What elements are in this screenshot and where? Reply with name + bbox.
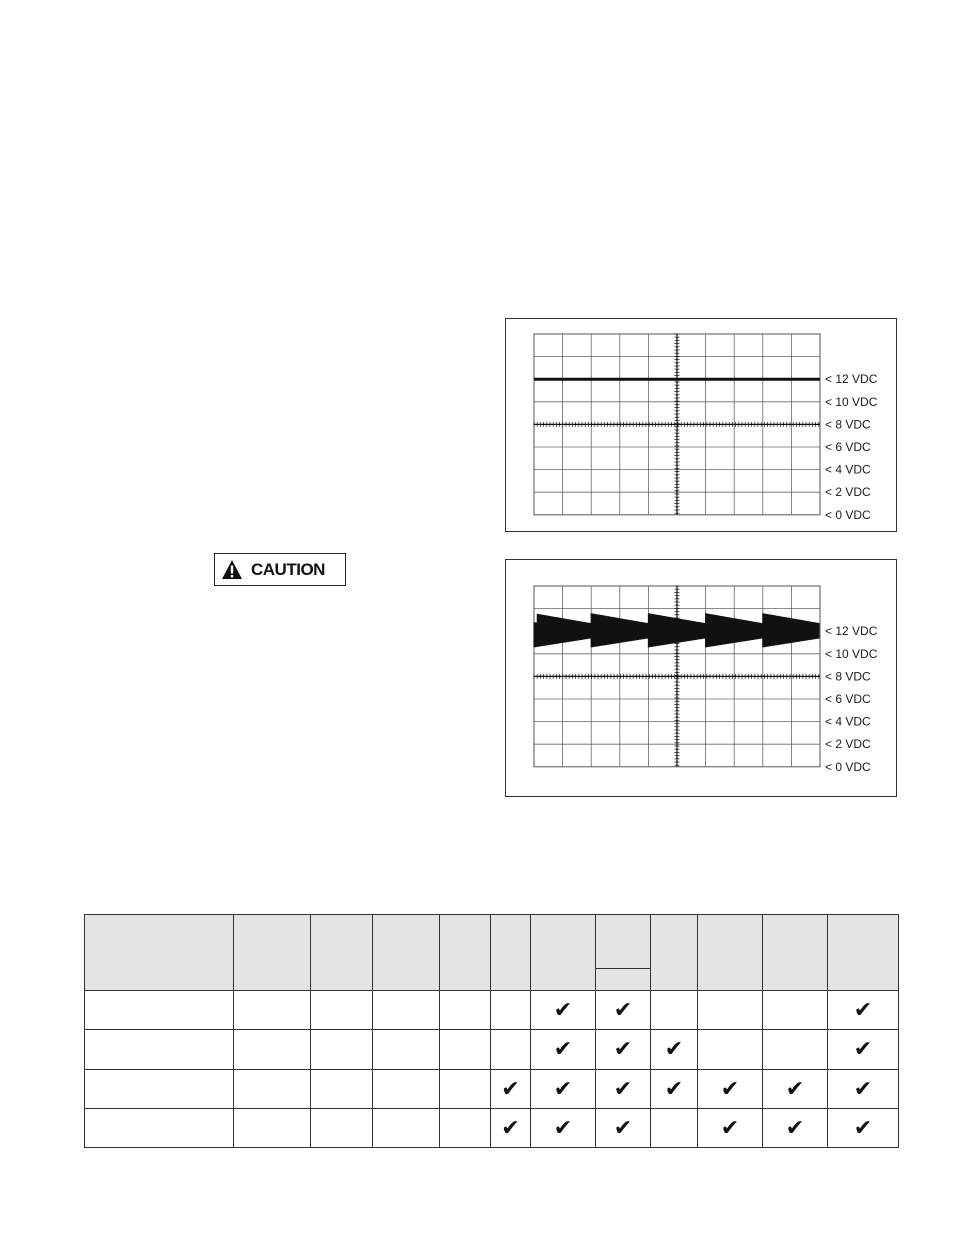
warning-triangle-icon <box>221 559 243 581</box>
oscilloscope-steady-signal <box>505 318 897 532</box>
table-cell <box>234 991 311 1030</box>
voltage-label: < 10 VDC <box>825 646 878 661</box>
table-cell-checked <box>763 1108 828 1147</box>
checkmark-icon: ✔ <box>501 1076 520 1102</box>
checkmark-icon: ✔ <box>720 1115 740 1141</box>
checkmark-icon: ✔ <box>613 1115 633 1141</box>
table-cell-checked <box>531 1030 596 1069</box>
scope1-grid <box>534 334 820 515</box>
checkmark-icon: ✔ <box>613 1037 633 1063</box>
table-cell <box>651 991 698 1030</box>
scope2-graph <box>506 560 896 796</box>
table-cell <box>311 1108 373 1147</box>
table-cell <box>440 991 491 1030</box>
table-cell-checked <box>698 1108 763 1147</box>
table-row <box>85 1069 899 1108</box>
table-body <box>85 991 899 1148</box>
table-row-label-cell <box>85 1069 234 1108</box>
checkmark-icon: ✔ <box>613 1076 633 1102</box>
checkmark-icon: ✔ <box>720 1076 740 1102</box>
checkmark-icon: ✔ <box>501 1115 520 1141</box>
scope2-voltage-labels <box>825 624 878 774</box>
voltage-label: < 6 VDC <box>825 692 871 706</box>
table-cell-checked <box>828 1108 899 1147</box>
compatibility-table <box>84 914 899 1148</box>
table-cell-checked <box>828 991 899 1030</box>
caution-badge <box>214 553 346 586</box>
checkmark-icon: ✔ <box>553 1076 573 1102</box>
table-cell-checked <box>596 991 651 1030</box>
table-header-cell <box>531 915 596 991</box>
table-header-subcell <box>596 969 651 991</box>
table-cell <box>234 1030 311 1069</box>
oscilloscope-ripple-signal <box>505 559 897 797</box>
table-cell-checked <box>531 991 596 1030</box>
checkmark-icon: ✔ <box>853 1076 873 1102</box>
checkmark-icon: ✔ <box>853 998 873 1024</box>
table-cell <box>311 1030 373 1069</box>
table-cell <box>311 991 373 1030</box>
voltage-label: < 4 VDC <box>825 714 871 729</box>
voltage-label: < 8 VDC <box>825 417 871 432</box>
checkmark-icon: ✔ <box>553 1115 573 1141</box>
table-cell-checked <box>828 1069 899 1108</box>
voltage-label: < 8 VDC <box>825 669 871 684</box>
table-cell <box>491 991 531 1030</box>
table-cell <box>698 1030 763 1069</box>
table-cell-checked <box>651 1030 698 1069</box>
voltage-label: < 4 VDC <box>825 462 871 477</box>
scope2-grid <box>534 586 820 767</box>
checkmark-icon: ✔ <box>613 998 633 1024</box>
table-cell <box>440 1069 491 1108</box>
scope1-voltage-labels <box>825 372 878 522</box>
table-cell <box>234 1108 311 1147</box>
table-row-label-cell <box>85 1108 234 1147</box>
table-cell-checked <box>596 1069 651 1108</box>
ripple-trace <box>534 613 819 647</box>
table-cell-checked <box>596 1108 651 1147</box>
table-cell-checked <box>828 1030 899 1069</box>
table-cell <box>373 1069 440 1108</box>
voltage-label: < 2 VDC <box>825 737 871 752</box>
table-header-cell <box>828 915 899 991</box>
voltage-label: < 0 VDC <box>825 759 871 774</box>
table-header-cell <box>373 915 440 991</box>
table-cell <box>311 1069 373 1108</box>
voltage-label: < 10 VDC <box>825 394 878 409</box>
table-header-cell <box>234 915 311 991</box>
table-row-label-cell <box>85 991 234 1030</box>
table-cell <box>373 991 440 1030</box>
table-cell-checked <box>596 1030 651 1069</box>
table-row <box>85 1108 899 1147</box>
table-header-cell <box>763 915 828 991</box>
table-cell <box>491 1030 531 1069</box>
table-cell <box>698 991 763 1030</box>
checkmark-icon: ✔ <box>785 1115 805 1141</box>
table-cell <box>763 1030 828 1069</box>
table-cell <box>234 1069 311 1108</box>
table-cell-checked <box>531 1069 596 1108</box>
table-header-cell <box>440 915 491 991</box>
table-cell <box>440 1030 491 1069</box>
table-row <box>85 991 899 1030</box>
voltage-label: < 0 VDC <box>825 507 871 522</box>
checkmark-icon: ✔ <box>664 1037 684 1063</box>
table-row-label-cell <box>85 1030 234 1069</box>
checkmark-icon: ✔ <box>785 1076 805 1102</box>
table-cell-checked <box>491 1069 531 1108</box>
table-header-cell <box>698 915 763 991</box>
table-row <box>85 1030 899 1069</box>
caution-label: CAUTION <box>251 559 325 579</box>
voltage-label: < 2 VDC <box>825 485 871 500</box>
table-cell-checked <box>763 1069 828 1108</box>
table-header-cell <box>311 915 373 991</box>
table-cell <box>373 1108 440 1147</box>
table-cell <box>763 991 828 1030</box>
table-header-cell <box>596 915 651 969</box>
voltage-label: < 12 VDC <box>825 624 878 639</box>
checkmark-icon: ✔ <box>553 998 573 1024</box>
table-cell <box>651 1108 698 1147</box>
table-cell-checked <box>698 1069 763 1108</box>
checkmark-icon: ✔ <box>853 1037 873 1063</box>
table-cell-checked <box>491 1108 531 1147</box>
table-cell <box>440 1108 491 1147</box>
checkmark-icon: ✔ <box>553 1037 573 1063</box>
table-header-cell <box>491 915 531 991</box>
scope2-trace <box>534 613 819 647</box>
table-cell <box>373 1030 440 1069</box>
table-cell-checked <box>531 1108 596 1147</box>
checkmark-icon: ✔ <box>664 1076 684 1102</box>
voltage-label: < 6 VDC <box>825 440 871 454</box>
table-cell-checked <box>651 1069 698 1108</box>
checkmark-icon: ✔ <box>853 1115 873 1141</box>
voltage-label: < 12 VDC <box>825 372 878 387</box>
scope1-graph <box>506 319 896 531</box>
table-header-cell <box>651 915 698 991</box>
table-header-cell <box>85 915 234 991</box>
